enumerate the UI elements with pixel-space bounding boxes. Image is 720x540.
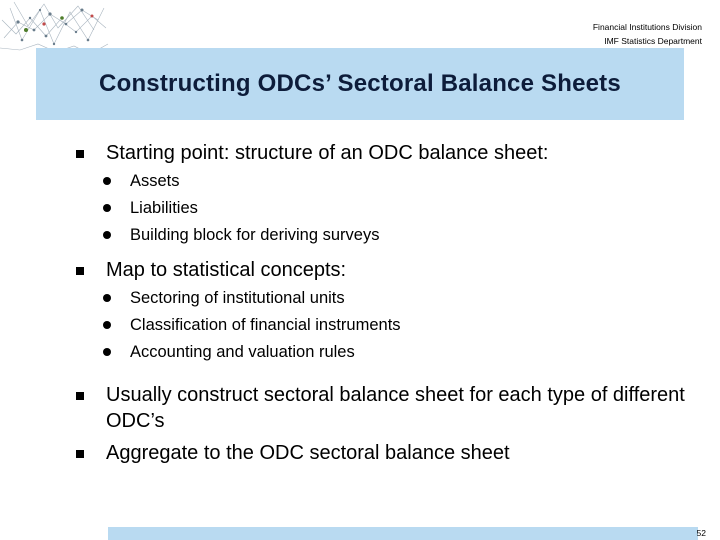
bullet-item	[76, 440, 696, 466]
bullet-text: Map to statistical concepts:	[106, 259, 347, 281]
square-bullet-icon	[76, 267, 84, 275]
bullet-text: Starting point: structure of an ODC balance sheet:	[106, 142, 549, 164]
sub-bullet-text: Accounting and valuation rules	[130, 343, 355, 361]
footer-band	[108, 527, 698, 540]
bullet-item	[76, 257, 696, 283]
division-label: Financial Institutions Division	[592, 22, 702, 32]
sub-bullet-text: Sectoring of institutional units	[130, 289, 345, 307]
page-number: 52	[696, 528, 706, 538]
sub-bullet-item	[102, 285, 696, 312]
department-label: IMF Statistics Department	[604, 36, 702, 46]
sub-bullet-list	[76, 168, 696, 249]
sub-bullet-item	[102, 222, 696, 249]
sub-bullet-item	[102, 339, 696, 366]
sub-bullet-text: Classification of financial instruments	[130, 316, 401, 334]
round-bullet-icon	[103, 177, 111, 185]
sub-bullet-text: Assets	[130, 172, 180, 190]
bullet-text: Aggregate to the ODC sectoral balance sheet	[106, 442, 510, 464]
sub-bullet-text: Building block for deriving surveys	[130, 226, 380, 244]
round-bullet-icon	[103, 231, 111, 239]
header-info	[593, 20, 702, 48]
sub-bullet-item	[102, 195, 696, 222]
square-bullet-icon	[76, 450, 84, 458]
square-bullet-icon	[76, 150, 84, 158]
round-bullet-icon	[103, 321, 111, 329]
bullet-item	[76, 382, 696, 434]
round-bullet-icon	[103, 294, 111, 302]
sub-bullet-item	[102, 312, 696, 339]
bullet-text: Usually construct sectoral balance sheet for each type of different ODC’s	[106, 384, 685, 432]
square-bullet-icon	[76, 392, 84, 400]
bullet-item	[76, 140, 696, 166]
round-bullet-icon	[103, 204, 111, 212]
sub-bullet-text: Liabilities	[130, 199, 198, 217]
sub-bullet-item	[102, 168, 696, 195]
round-bullet-icon	[103, 348, 111, 356]
bullet-list	[76, 140, 696, 466]
slide-title: Constructing ODCs’ Sectoral Balance Sheets	[99, 70, 621, 97]
sub-bullet-list	[76, 285, 696, 366]
